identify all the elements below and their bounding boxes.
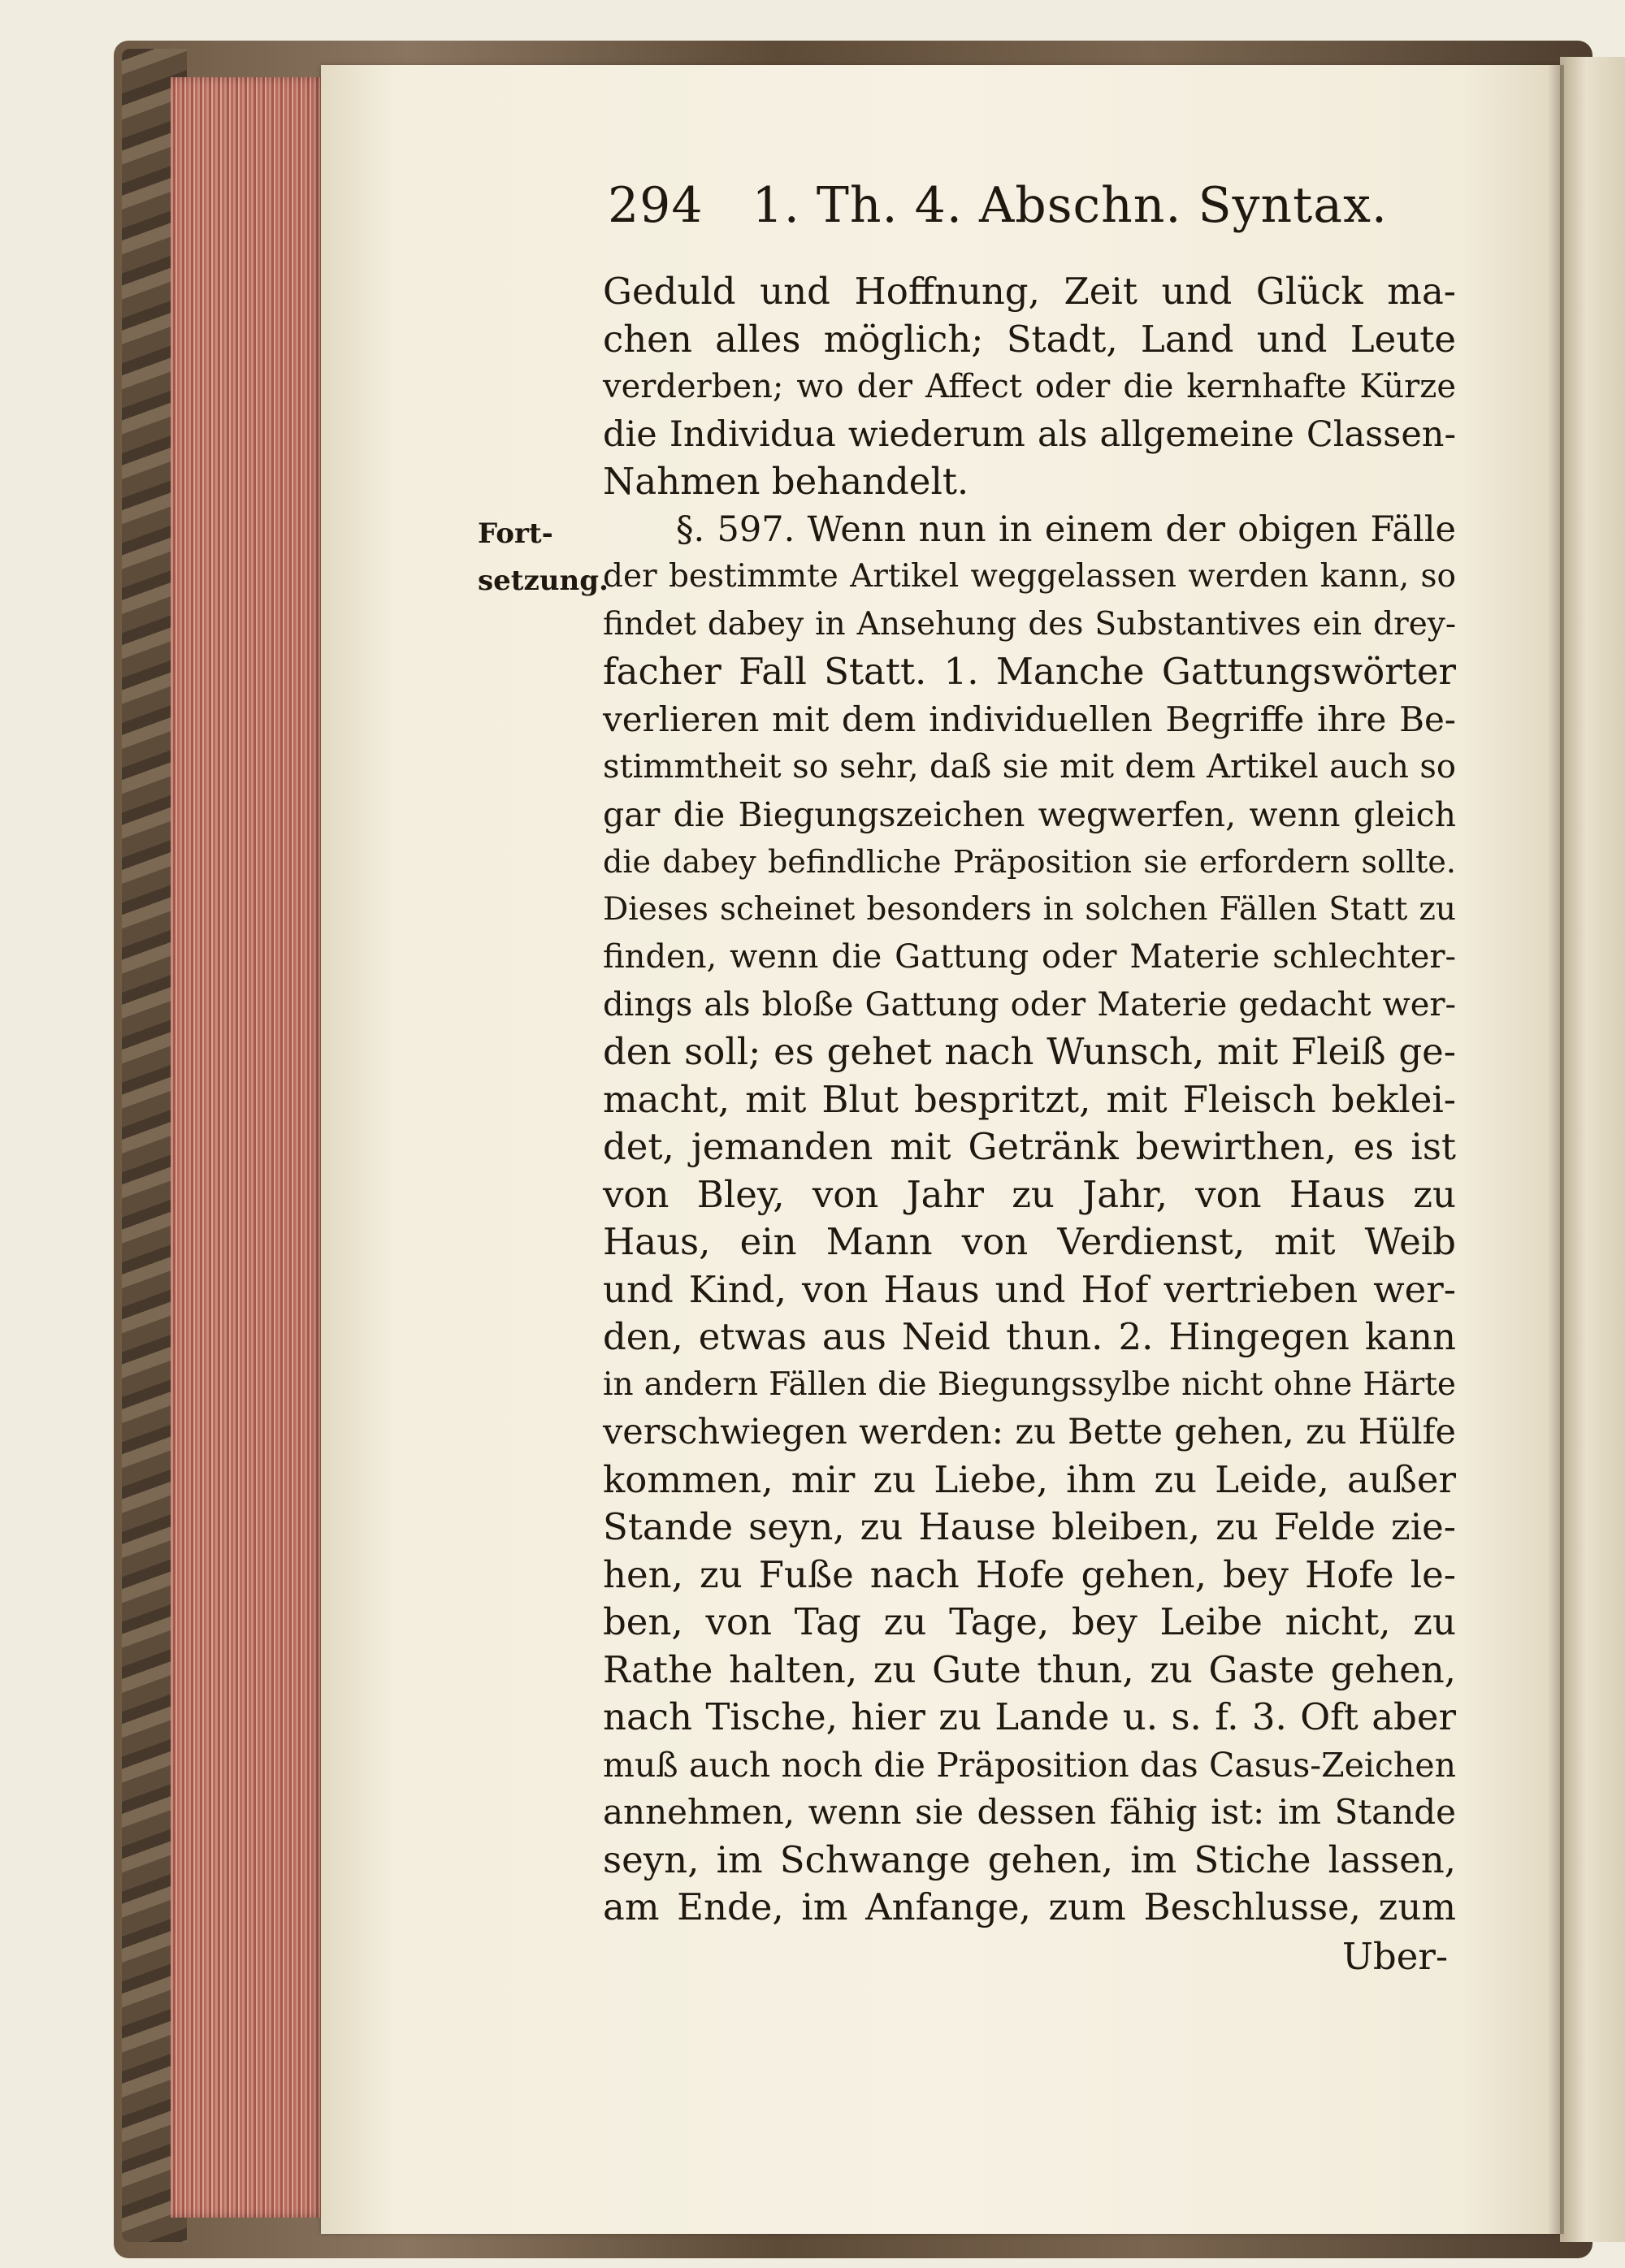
body-text: [603, 268, 1456, 1932]
text-line: chen alles möglich; Stadt, Land und Leute: [603, 317, 1456, 361]
text-line: am Ende, im Anfange, zum Beschlusse, zum: [603, 1885, 1456, 1928]
text-line: von Bley, von Jahr zu Jahr, von Haus zu: [603, 1172, 1456, 1216]
text-line: gar die Biegungszeichen wegwerfen, wenn gleich: [603, 794, 1456, 834]
text-line: Geduld und Hoffnung, Zeit und Glück ma-: [603, 270, 1456, 313]
text-line: der bestimmte Artikel weggelassen werden kann, so: [603, 558, 1456, 595]
text-line: kommen, mir zu Liebe, ihm zu Leide, außer: [603, 1457, 1456, 1501]
text-line: verderben; wo der Affect oder die kernhafte Kürze: [603, 368, 1456, 405]
margin-note: [478, 510, 609, 604]
text-line: muß auch noch die Präposition das Casus-Zeichen: [603, 1745, 1456, 1785]
text-line: die dabey befindliche Präposition sie erfordern sollte.: [603, 844, 1456, 880]
text-line: findet dabey in Ansehung des Substantives ein drey-: [603, 605, 1456, 643]
text-line: Dieses scheinet besonders in solchen Fällen Statt zu: [603, 890, 1456, 928]
text-line: macht, mit Blut bespritzt, mit Fleisch beklei-: [603, 1077, 1456, 1121]
margin-note-line: Fort-: [478, 517, 553, 550]
text-line: den, etwas aus Neid thun. 2. Hingegen kann: [603, 1315, 1456, 1358]
running-head: [608, 177, 1388, 234]
margin-note-line: setzung.: [478, 565, 609, 597]
red-page-edges: [171, 77, 325, 2218]
facing-page-edge: [1560, 57, 1625, 2242]
text-line: verschwiegen werden: zu Bette gehen, zu Hülfe: [603, 1412, 1456, 1452]
text-line: annehmen, wenn sie dessen fähig ist: im Stande: [603, 1792, 1456, 1832]
text-line: hen, zu Fuße nach Hofe gehen, bey Hofe le-: [603, 1552, 1456, 1596]
page-number: 294: [608, 177, 704, 234]
text-line: und Kind, von Haus und Hof vertrieben wer-: [603, 1267, 1456, 1311]
text-line: nach Tische, hier zu Lande u. s. f. 3. Oft aber: [603, 1695, 1456, 1738]
text-line: in andern Fällen die Biegungssylbe nicht ohne Härte: [603, 1366, 1456, 1403]
text-line: die Individua wiederum als allgemeine Classen-: [603, 413, 1456, 455]
running-head-title: 1. Th. 4. Abschn. Syntax.: [752, 177, 1388, 234]
text-line: verlieren mit dem individuellen Begriffe ihre Be-: [603, 699, 1456, 739]
text-line: Haus, ein Mann von Verdienst, mit Weib: [603, 1220, 1456, 1263]
text-line: seyn, im Schwange gehen, im Stiche lassen,: [603, 1837, 1456, 1881]
text-line: ben, von Tag zu Tage, bey Leibe nicht, zu: [603, 1600, 1456, 1643]
gutter-shadow: [1548, 65, 1564, 2234]
text-line: dings als bloße Gattung oder Materie gedacht wer-: [603, 985, 1456, 1024]
text-line: finden, wenn die Gattung oder Materie schlechter-: [603, 938, 1456, 976]
text-line: Nahmen behandelt.: [603, 460, 969, 503]
text-line: facher Fall Statt. 1. Manche Gattungswörter: [603, 650, 1456, 693]
text-line: Rathe halten, zu Gute thun, zu Gaste gehen,: [603, 1647, 1456, 1691]
text-line: det, jemanden mit Getränk bewirthen, es ist: [603, 1125, 1456, 1168]
text-line: den soll; es gehet nach Wunsch, mit Fleiß ge-: [603, 1030, 1456, 1073]
text-line: stimmtheit so sehr, daß sie mit dem Artikel auch so: [603, 748, 1456, 786]
catchword: Uber-: [1342, 1935, 1449, 1978]
text-line: Stande seyn, zu Hause bleiben, zu Felde zie-: [603, 1505, 1456, 1548]
paragraph-start-line: §. 597. Wenn nun in einem der obigen Fälle: [676, 509, 1456, 550]
